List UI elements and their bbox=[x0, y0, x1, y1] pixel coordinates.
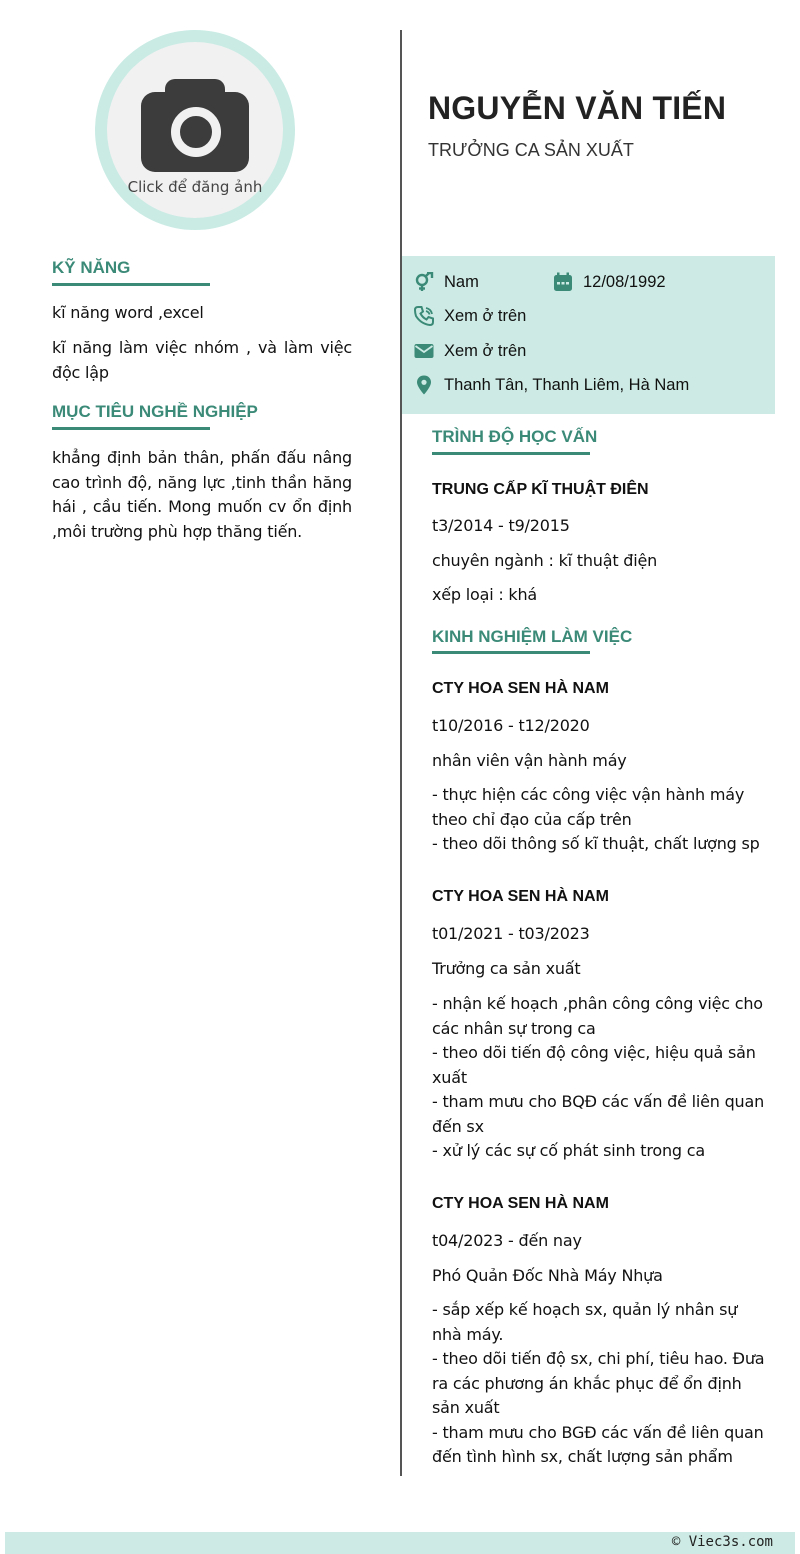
education-title-underline bbox=[432, 452, 590, 455]
job-title: TRƯỞNG CA SẢN XUẤT bbox=[428, 140, 634, 160]
upload-photo-label: Click để đăng ảnh bbox=[127, 178, 263, 196]
job-period: t01/2021 - t03/2023 bbox=[432, 924, 590, 943]
job-period: t04/2023 - đến nay bbox=[432, 1231, 582, 1250]
job-company: CTY HOA SEN HÀ NAM bbox=[432, 1195, 609, 1212]
job-position: Trưởng ca sản xuất bbox=[432, 959, 581, 978]
contact-info-box bbox=[402, 256, 775, 414]
gender-row bbox=[414, 272, 479, 292]
education-title: TRÌNH ĐỘ HỌC VẤN bbox=[432, 427, 598, 446]
address-value: Thanh Tân, Thanh Liêm, Hà Nam bbox=[444, 375, 690, 394]
column-divider bbox=[400, 30, 402, 1476]
envelope-icon bbox=[414, 341, 434, 361]
footer-bar bbox=[5, 1532, 795, 1554]
camera-lens-icon bbox=[171, 107, 221, 157]
skills-title-underline bbox=[52, 283, 210, 286]
phone-icon bbox=[414, 306, 434, 326]
birthday-row bbox=[553, 272, 666, 292]
objective-title-underline bbox=[52, 427, 210, 430]
birthday-value: 12/08/1992 bbox=[583, 272, 666, 291]
job-position: Phó Quản Đốc Nhà Máy Nhựa bbox=[432, 1266, 663, 1285]
job-description: - nhận kế hoạch ,phân công công việc cho các nhân sự trong ca - theo dõi tiến độ công việc, hiệu quả sản xuất - tham mưu cho BQĐ các vấn đề liên quan đến sx - xử lý các sự cố phát sinh trong ca bbox=[432, 994, 765, 1160]
phone-value: Xem ở trên bbox=[444, 306, 527, 325]
experience-title-underline bbox=[432, 651, 590, 654]
email-value: Xem ở trên bbox=[444, 341, 527, 360]
gender-icon bbox=[414, 272, 434, 292]
job-company: CTY HOA SEN HÀ NAM bbox=[432, 680, 609, 697]
job-description: - sắp xếp kế hoạch sx, quản lý nhân sự nhà máy. - theo dõi tiến độ sx, chi phí, tiêu hao. Đưa ra các phương án khắc phục để ổn định sản xuất - tham mưu cho BGĐ các vấn đề liên quan đến tình hình sx, chất lượng sản phẩm bbox=[432, 1300, 765, 1466]
job-company: CTY HOA SEN HÀ NAM bbox=[432, 888, 609, 905]
skill-item: kĩ năng word ,excel bbox=[52, 303, 204, 322]
skill-item: kĩ năng làm việc nhóm , và làm việc độc lập bbox=[52, 338, 352, 382]
job-period: t10/2016 - t12/2020 bbox=[432, 716, 590, 735]
phone-row bbox=[414, 306, 526, 326]
gender-value: Nam bbox=[444, 272, 479, 291]
location-pin-icon bbox=[414, 375, 434, 395]
address-row bbox=[414, 375, 689, 395]
education-major: chuyên ngành : kĩ thuật điện bbox=[432, 551, 658, 570]
candidate-name: NGUYỄN VĂN TIẾN bbox=[428, 90, 727, 126]
avatar-upload[interactable] bbox=[95, 30, 295, 230]
education-period: t3/2014 - t9/2015 bbox=[432, 516, 570, 535]
education-grade: xếp loại : khá bbox=[432, 585, 538, 604]
experience-title: KINH NGHIỆM LÀM VIỆC bbox=[432, 627, 633, 646]
skills-title: KỸ NĂNG bbox=[52, 258, 131, 277]
avatar-placeholder[interactable] bbox=[107, 42, 283, 218]
job-position: nhân viên vận hành máy bbox=[432, 751, 627, 770]
email-row bbox=[414, 341, 526, 361]
objective-title: MỤC TIÊU NGHỀ NGHIỆP bbox=[52, 402, 258, 421]
calendar-icon bbox=[553, 272, 573, 292]
job-description: - thực hiện các công việc vận hành máy theo chỉ đạo của cấp trên - theo dõi thông số kĩ thuật, chất lượng sp bbox=[432, 785, 760, 853]
footer-copyright: © Viec3s.com bbox=[671, 1534, 773, 1550]
objective-text: khẳng định bản thân, phấn đấu nâng cao trình độ, năng lực ,tinh thần hăng hái , cầu tiến. Mong muốn cv ổn định ,môi trường phù hợp thăng tiến. bbox=[52, 448, 352, 541]
school-name: TRUNG CẤP KĨ THUẬT ĐIÊN bbox=[432, 481, 649, 498]
